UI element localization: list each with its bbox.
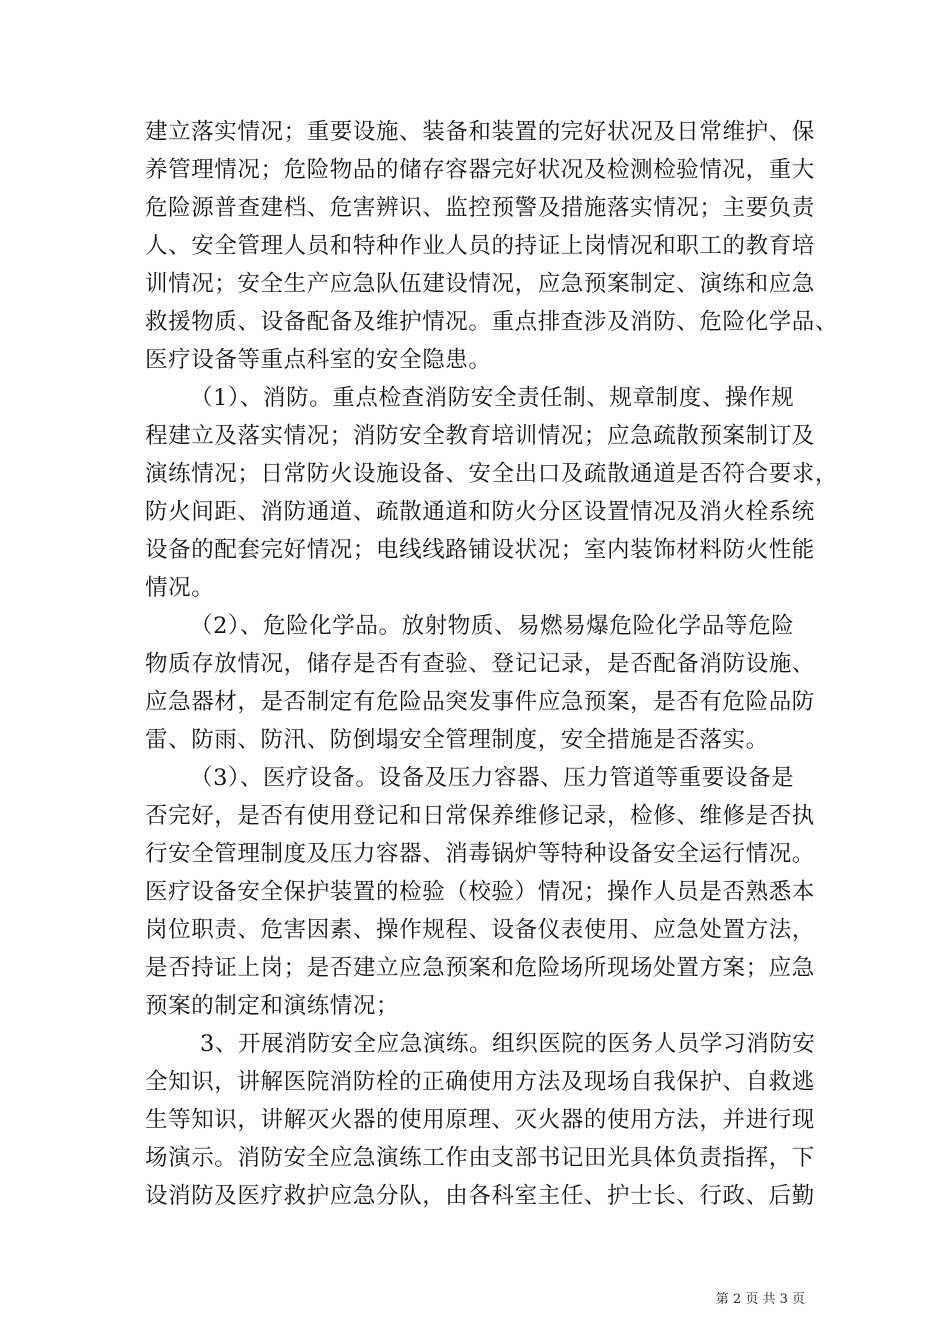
body-line: 程建立及落实情况；消防安全教育培训情况；应急疏散预案制订及: [145, 423, 815, 449]
body-line: 生等知识，讲解灭火器的使用原理、灭火器的使用方法，并进行现: [145, 1107, 815, 1133]
body-line: 建立落实情况；重要设施、装备和装置的完好状况及日常维护、保: [145, 119, 815, 145]
body-line: 应急器材，是否制定有危险品突发事件应急预案，是否有危险品防: [145, 689, 815, 715]
body-line: 物质存放情况，储存是否有查验、登记记录，是否配备消防设施、: [145, 651, 815, 677]
body-line: 雷、防雨、防汛、防倒塌安全管理制度，安全措施是否落实。: [145, 727, 769, 753]
body-line: 预案的制定和演练情况；: [145, 993, 400, 1019]
body-line: 否完好，是否有使用登记和日常保养维修记录，检修、维修是否执: [145, 803, 815, 829]
body-line: 场演示。消防安全应急演练工作由支部书记田光具体负责指挥，下: [145, 1145, 815, 1171]
paragraph-first-line: （1）、消防。重点检查消防安全责任制、规章制度、操作规: [190, 385, 795, 411]
body-line: 情况。: [145, 575, 215, 601]
body-line: 医疗设备安全保护装置的检验（校验）情况；操作人员是否熟悉本: [145, 879, 815, 905]
body-line: 危险源普查建档、危害辨识、监控预警及措施落实情况；主要负责: [145, 195, 815, 221]
body-line: 是否持证上岗；是否建立应急预案和危险场所现场处置方案；应急: [145, 955, 815, 981]
paragraph-first-line: （3）、医疗设备。设备及压力容器、压力管道等重要设备是: [190, 765, 795, 791]
body-line: 设备的配套完好情况；电线线路铺设状况；室内装饰材料防火性能: [145, 537, 815, 563]
page-number: 第 2 页 共 3 页: [715, 1292, 805, 1307]
body-line: 人、安全管理人员和特种作业人员的持证上岗情况和职工的教育培: [145, 233, 815, 259]
body-line: 医疗设备等重点科室的安全隐患。: [145, 347, 492, 373]
body-line: 养管理情况；危险物品的储存容器完好状况及检测检验情况，重大: [145, 157, 815, 183]
body-line: 训情况；安全生产应急队伍建设情况，应急预案制定、演练和应急: [145, 271, 815, 297]
body-line: 岗位职责、危害因素、操作规程、设备仪表使用、应急处置方法，: [145, 917, 815, 943]
body-line: 设消防及医疗救护应急分队，由各科室主任、护士长、行政、后勤: [145, 1183, 815, 1209]
paragraph-first-line: 3、开展消防安全应急演练。组织医院的医务人员学习消防安: [200, 1031, 816, 1057]
body-line: 救援物质、设备配备及维护情况。重点排查涉及消防、危险化学品、: [145, 309, 839, 335]
body-line: 防火间距、消防通道、疏散通道和防火分区设置情况及消火栓系统: [145, 499, 815, 525]
paragraph-first-line: （2）、危险化学品。放射物质、易燃易爆危险化学品等危险: [190, 613, 795, 639]
body-line: 行安全管理制度及压力容器、消毒锅炉等特种设备安全运行情况。: [145, 841, 815, 867]
body-line: 演练情况；日常防火设施设备、安全出口及疏散通道是否符合要求，: [145, 461, 839, 487]
body-line: 全知识，讲解医院消防栓的正确使用方法及现场自我保护、自救逃: [145, 1069, 815, 1095]
